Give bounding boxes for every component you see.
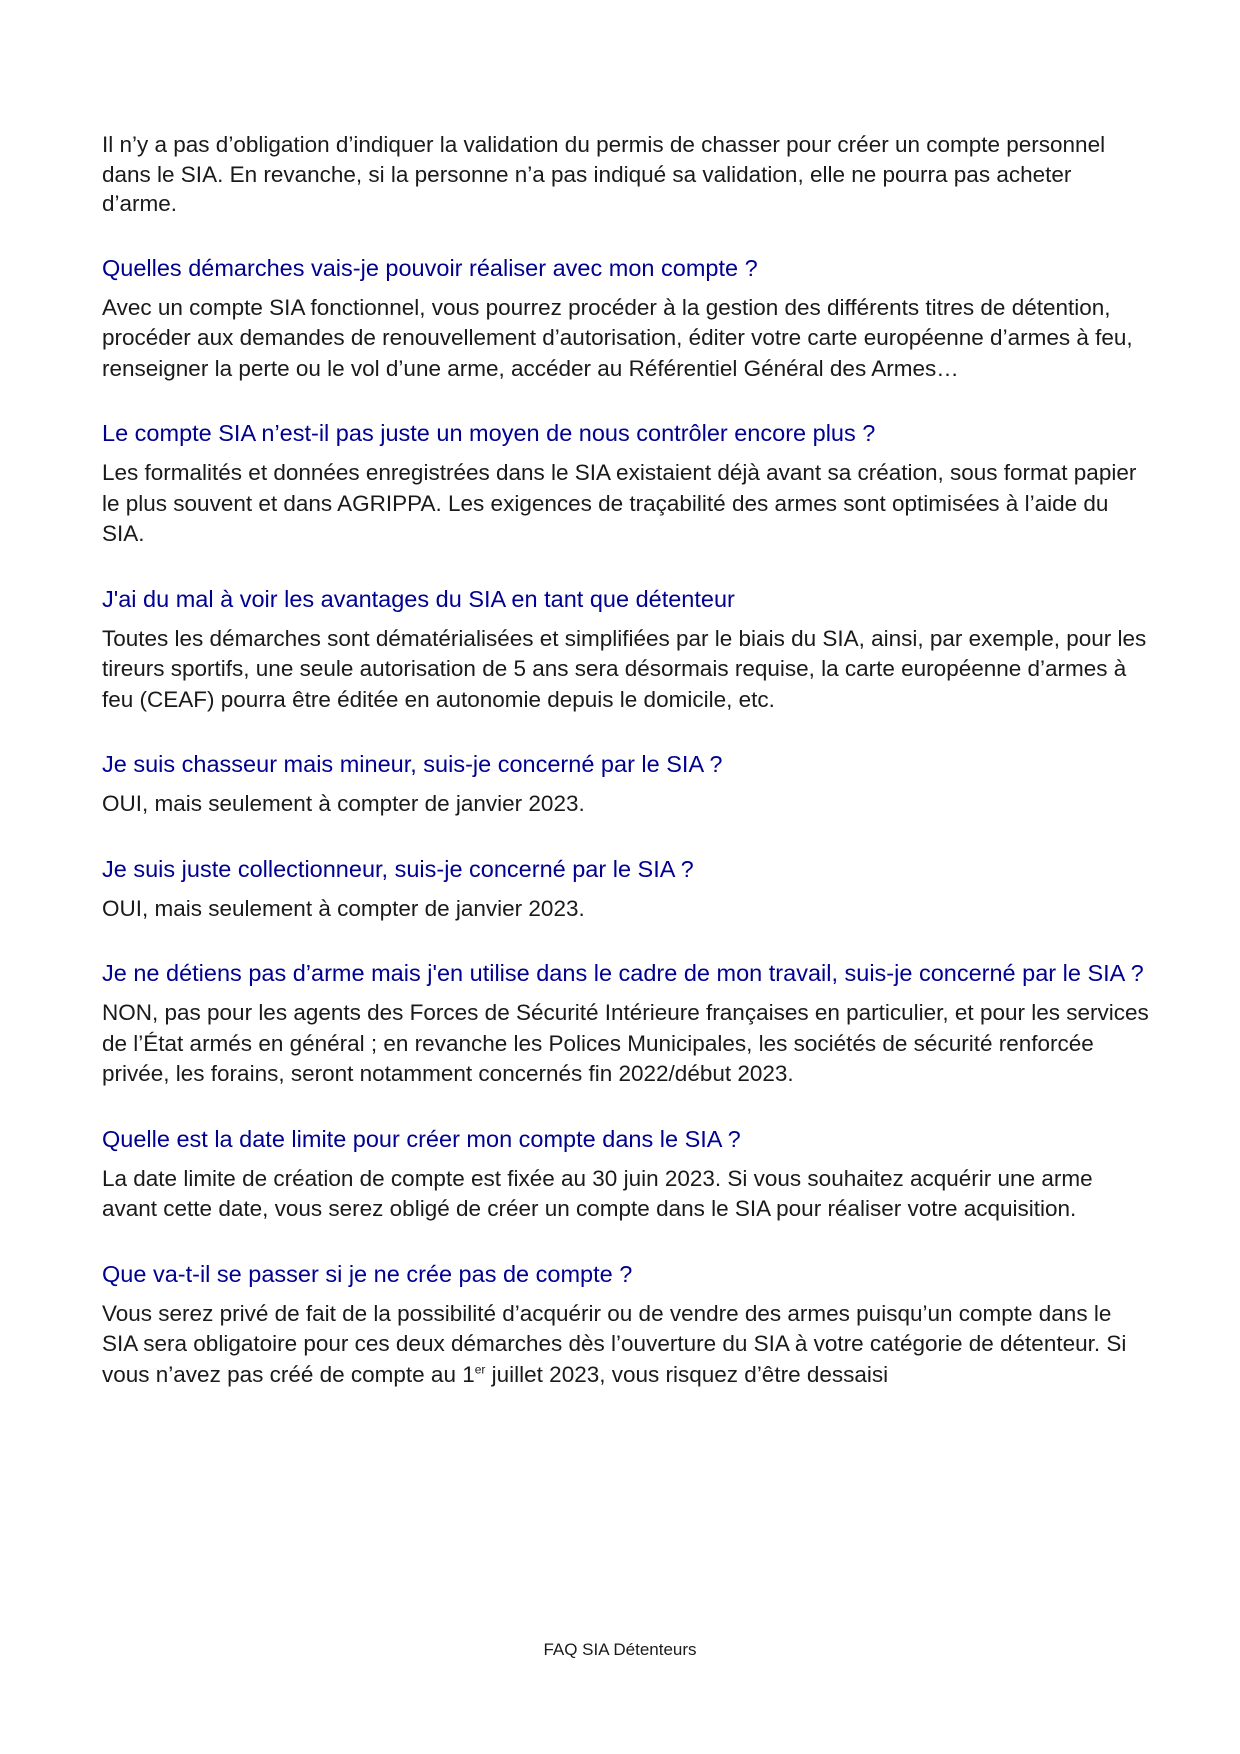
ordinal-superscript: er <box>474 1362 486 1376</box>
faq-answer: Avec un compte SIA fonctionnel, vous pourrez procéder à la gestion des différents titres de détention, procéder aux demandes de renouvellement d’autorisation, éditer votre carte européenne d’armes à feu, renseigner la perte ou le vol d’une arme, accéder au Référentiel Général des Armes… <box>102 294 1133 381</box>
answer-text-after: juillet 2023, vous risquez d’être dessaisi <box>485 1361 889 1387</box>
page-footer: FAQ SIA Détenteurs <box>543 1640 697 1659</box>
faq-item <box>102 1259 1152 1391</box>
answer-text-before: Vous serez privé de fait de la possibilité d’acquérir ou de vendre des armes puisqu’un compte dans le SIA sera obligatoire pour ces deux démarches dès l’ouverture du SIA à votre catégorie de détenteur. Si vous n’avez pas créé de compte au 1 <box>102 1300 1127 1387</box>
faq-question: Quelles démarches vais-je pouvoir réaliser avec mon compte ? <box>102 254 758 281</box>
faq-answer: Toutes les démarches sont dématérialisées et simplifiées par le biais du SIA, ainsi, par exemple, pour les tireurs sportifs, une seule autorisation de 5 ans sera désormais requise, la carte européenne d’armes à feu (CEAF) pourra être éditée en autonomie depuis le domicile, etc. <box>102 625 1147 712</box>
faq-item <box>102 958 1152 1090</box>
document-page <box>102 130 1152 1424</box>
faq-question: Quelle est la date limite pour créer mon compte dans le SIA ? <box>102 1125 741 1152</box>
faq-item <box>102 418 1152 550</box>
faq-answer: NON, pas pour les agents des Forces de Sécurité Intérieure françaises en particulier, et pour les services de l’État armés en général ; en revanche les Polices Municipales, les sociétés de sécurité renforcée privée, les forains, seront notamment concernés fin 2022/début 2023. <box>102 1000 1149 1086</box>
faq-question: Le compte SIA n’est-il pas juste un moyen de nous contrôler encore plus ? <box>102 420 876 446</box>
faq-item <box>102 749 1152 820</box>
faq-question: Je suis juste collectionneur, suis-je concerné par le SIA ? <box>102 855 694 882</box>
intro-paragraph: Il n’y a pas d’obligation d’indiquer la validation du permis de chasser pour créer un compte personnel dans le SIA. En revanche, si la personne n’a pas indiqué sa validation, elle ne pourra pas acheter d’arme. <box>102 132 1106 216</box>
faq-answer: La date limite de création de compte est fixée au 30 juin 2023. Si vous souhaitez acquérir une arme avant cette date, vous serez obligé de créer un compte dans le SIA pour réaliser votre acquisition. <box>102 1165 1093 1221</box>
faq-answer: OUI, mais seulement à compter de janvier 2023. <box>102 895 585 921</box>
faq-item <box>102 253 1152 385</box>
faq-question: Je ne détiens pas d’arme mais j'en utilise dans le cadre de mon travail, suis-je concerné par le SIA ? <box>102 960 1144 986</box>
faq-answer: Les formalités et données enregistrées dans le SIA existaient déjà avant sa création, sous format papier le plus souvent et dans AGRIPPA. Les exigences de traçabilité des armes sont optimisées à l’aide du SIA. <box>102 460 1137 546</box>
faq-item <box>102 1124 1152 1225</box>
faq-item <box>102 584 1152 716</box>
faq-question: Je suis chasseur mais mineur, suis-je concerné par le SIA ? <box>102 751 723 777</box>
faq-item <box>102 854 1152 925</box>
faq-question: Que va-t-il se passer si je ne crée pas de compte ? <box>102 1260 633 1287</box>
faq-answer: OUI, mais seulement à compter de janvier 2023. <box>102 791 585 816</box>
faq-answer <box>102 1299 1152 1391</box>
faq-question: J'ai du mal à voir les avantages du SIA en tant que détenteur <box>102 585 735 612</box>
